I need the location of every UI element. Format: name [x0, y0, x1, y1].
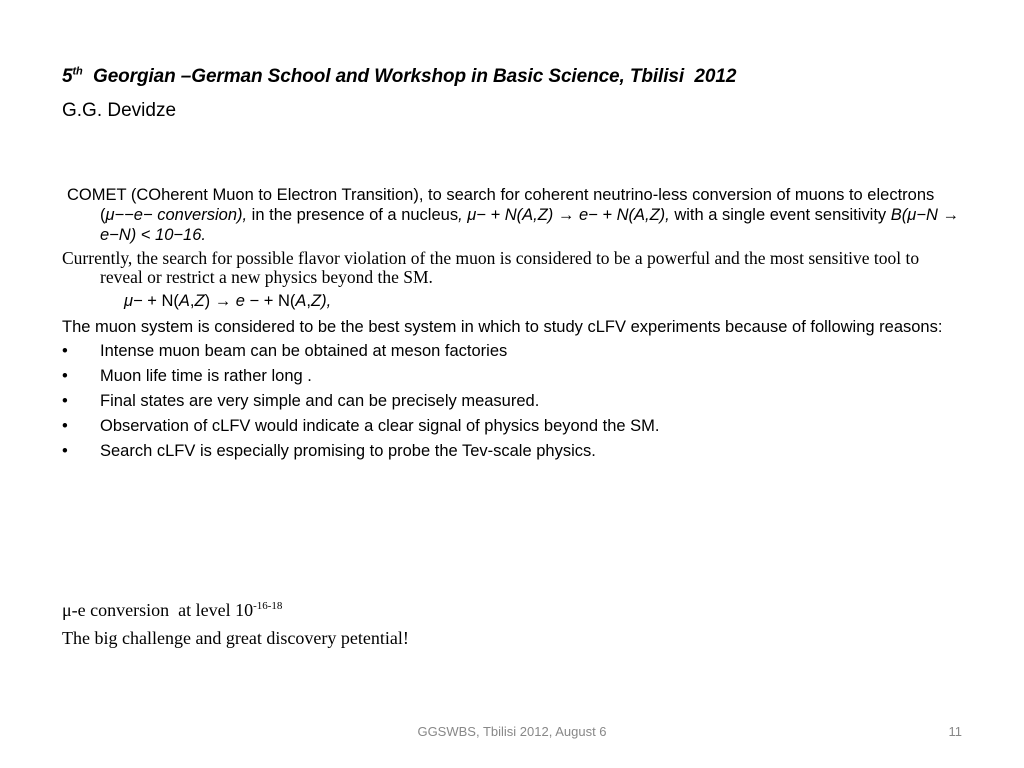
slide-title [62, 66, 1002, 88]
list-item-text: Search cLFV is especially promising to probe the Tev-scale physics. [100, 442, 596, 460]
currently-paragraph: Currently, the search for possible flavor violation of the muon is considered to be a powerful and the most sensitive tool to reveal or restrict a new physics beyond the SM. [62, 248, 920, 287]
slide-number: 11 [948, 724, 962, 739]
list-item [62, 366, 962, 386]
bullet-icon: • [62, 392, 68, 410]
conversion-text: μ-e conversion at level 10 [62, 600, 254, 620]
title-ordinal-number: 5 [62, 66, 73, 87]
conclusion-block [62, 596, 962, 652]
list-item [62, 391, 962, 411]
comet-italic-1: μ−−e− conversion), [105, 206, 248, 224]
author-name: G.G. Devidze [62, 100, 177, 121]
list-item [62, 416, 962, 436]
list-item-text: Observation of cLFV would indicate a clear signal of physics beyond the SM. [100, 417, 660, 435]
list-item-text: Final states are very simple and can be precisely measured. [100, 392, 540, 410]
bullet-icon: • [62, 342, 68, 360]
reaction-formula [62, 291, 962, 311]
formula-part: Z [194, 292, 205, 310]
list-item [62, 341, 962, 361]
bullet-icon: • [62, 442, 68, 460]
comet-text-1: COMET (COherent Muon to Electron Transition), to search for coherent neutrino-less conversion of muons to electrons ( [67, 186, 935, 224]
challenge-line: The big challenge and great discovery petential! [62, 628, 409, 648]
comet-paragraph [62, 185, 962, 245]
bullet-icon: • [62, 367, 68, 385]
title-ordinal-suffix: th [72, 65, 83, 78]
formula-part: e [235, 292, 245, 310]
formula-part: ) → [204, 292, 236, 310]
conversion-level-line [62, 596, 962, 624]
comet-italic-2: , μ− + N(A,Z) → e− + N(A,Z), [458, 206, 670, 224]
footer-text: GGSWBS, Tbilisi 2012, August 6 [417, 724, 607, 739]
comet-text-3: with a single event sensitivity [669, 206, 891, 224]
reasons-list [62, 341, 962, 461]
formula-part: − + N( [244, 292, 296, 310]
comet-text-2: in the presence of a nucleus [247, 206, 459, 224]
list-item-text: Muon life time is rather long . [100, 367, 312, 385]
conversion-exponent: -16-18 [253, 600, 283, 612]
comet-italic-3: B(μ−N → e−N) < 10−16. [100, 206, 959, 244]
formula-part: Z [311, 292, 322, 310]
formula-part: + N( [142, 292, 179, 310]
formula-part: , [306, 292, 312, 310]
formula-part: ), [321, 292, 332, 310]
muon-system-paragraph: The muon system is considered to be the best system in which to study cLFV experiments because of following reasons: [62, 318, 943, 336]
formula-part: A [178, 292, 190, 310]
formula-part: A [295, 292, 307, 310]
bullet-icon: • [62, 417, 68, 435]
formula-part: , [189, 292, 195, 310]
formula-part: μ− [124, 292, 143, 310]
list-item-text: Intense muon beam can be obtained at meson factories [100, 342, 508, 360]
list-item [62, 441, 962, 461]
title-text: Georgian –German School and Workshop in Basic Science, Tbilisi 2012 [82, 66, 737, 87]
slide-content [62, 185, 962, 466]
